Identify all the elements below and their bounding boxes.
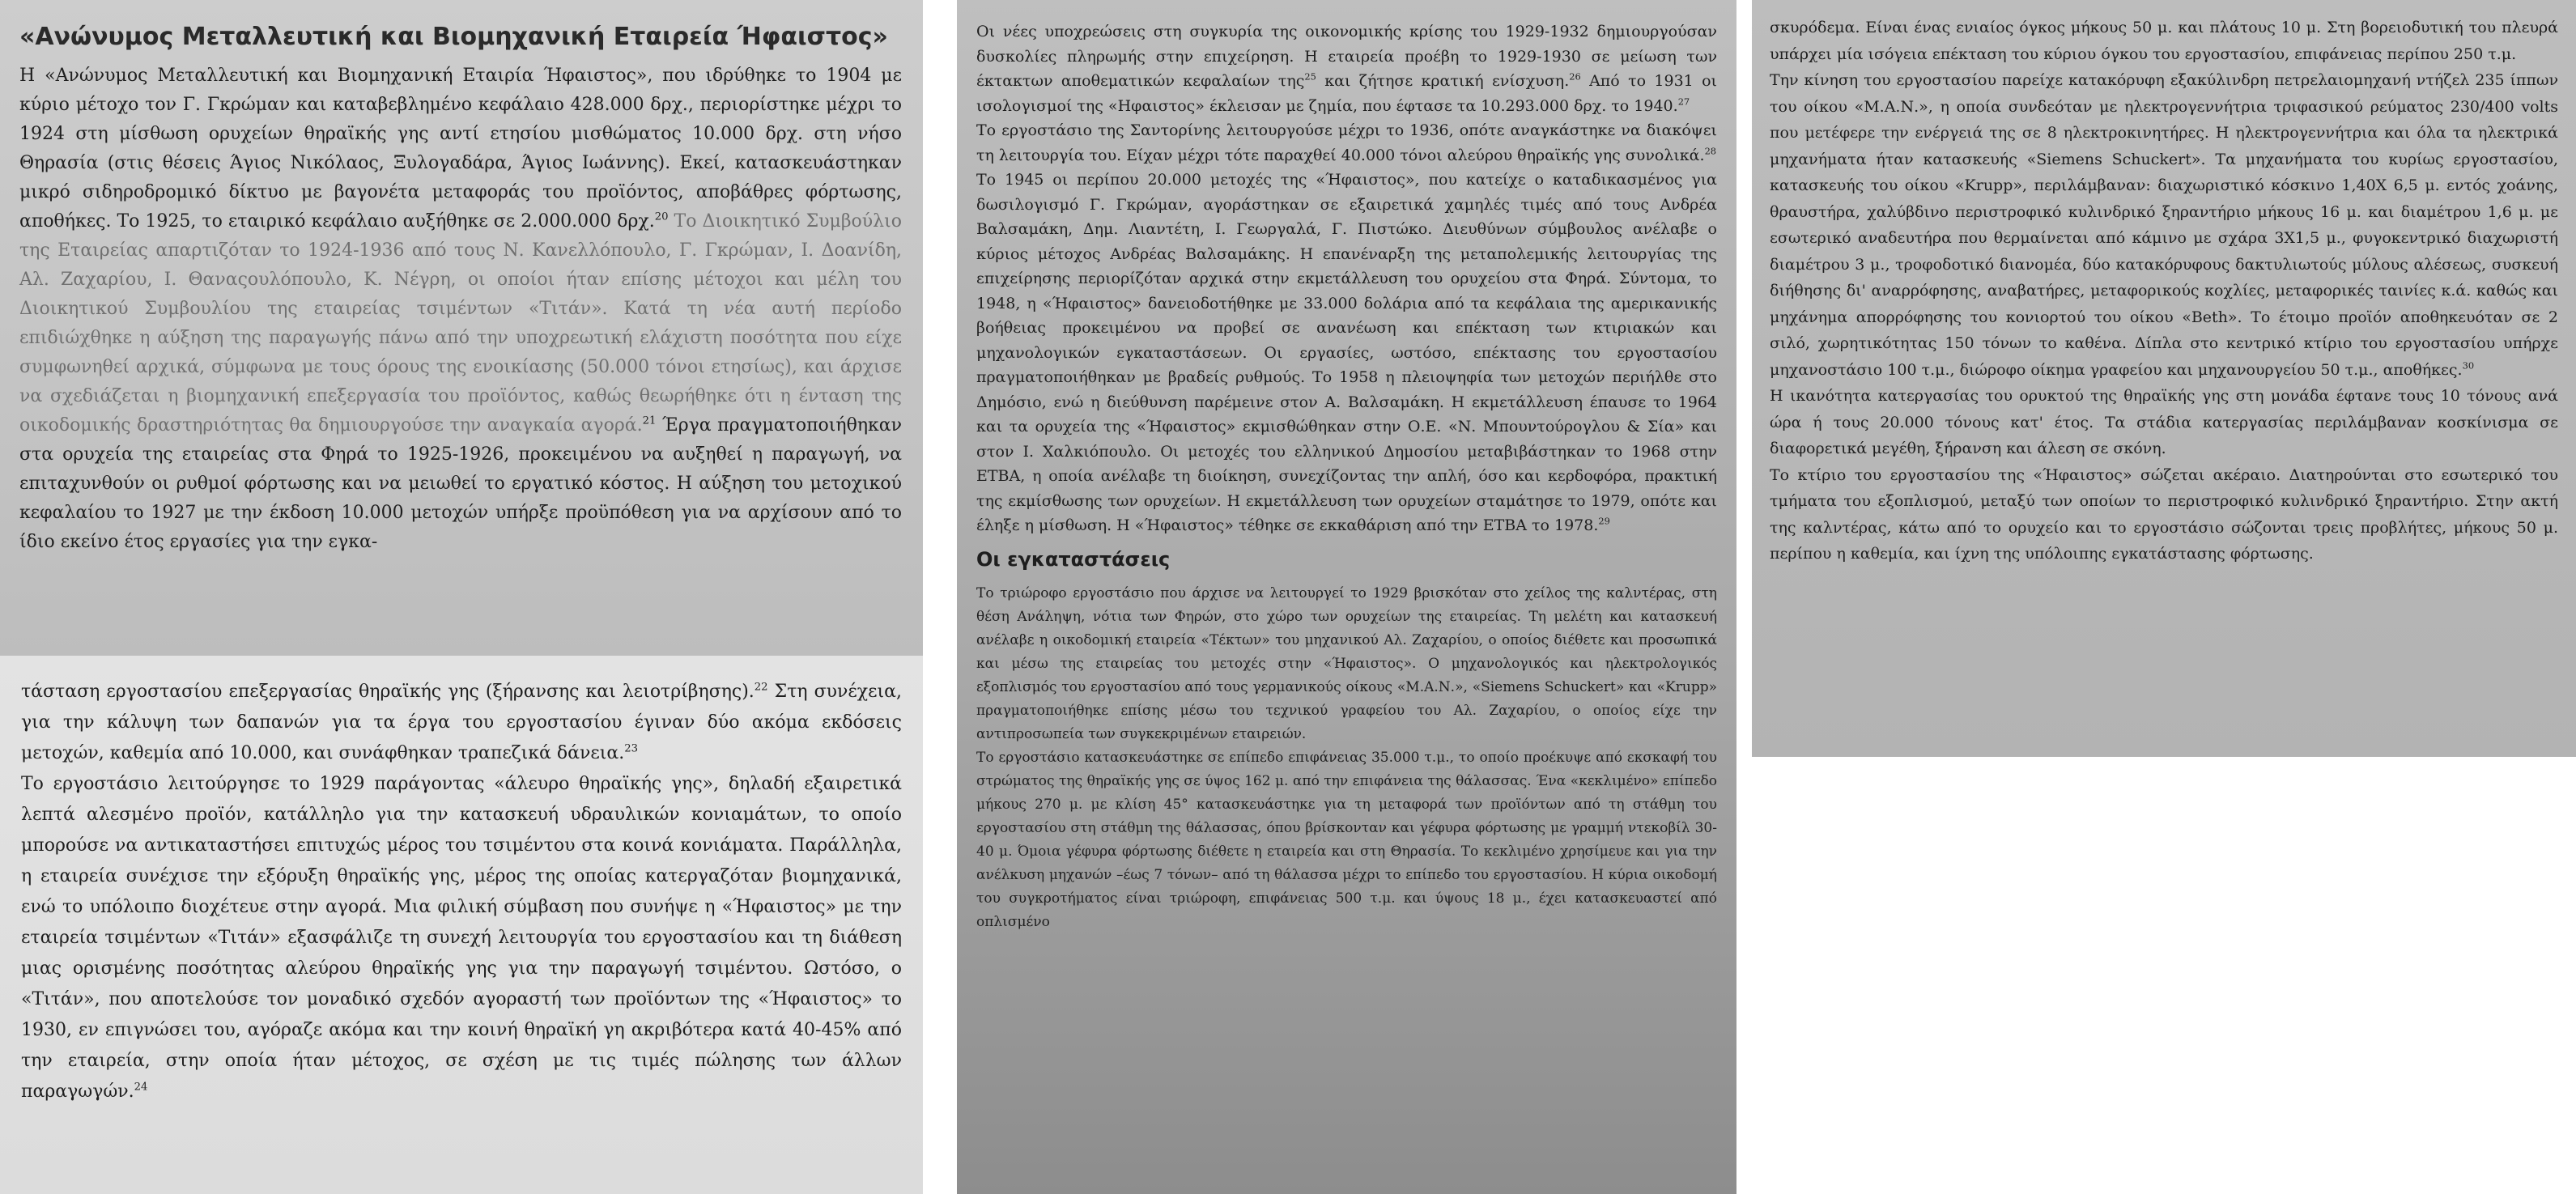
paragraph-text: Το Διοικητικό Συμβούλιο της Εταιρείας απαρτιζόταν το 1924-1936 από τους Ν. Κανελλόπουλο, Γ. Γκρώμαν, Ι. Δοανίδη, Αλ. Ζαχαρίου, Ι. Θαναςουλόπουλο, Κ. Νέγρη, οι οποίοι ήταν επίσης μέτοχοι και μέλη του Διοικητικού Συμβουλίου της εταιρείας τσιμέντων «Τιτάν». Κατά τη νέα αυτή περίοδο επιδιώχθηκε η αύξηση της παραγωγής πάνω από την υποχρεωτική ελάχιστη ποσότητα που είχε συμφωνηθεί αρχικά, σύμφωνα με τους όρους της ενοικίασης (50.000 τόνοι ετησίως), και άρχισε να σχεδιάζεται η βιομηχανική επεξεργασία του προϊόντος, καθώς θεωρήθηκε ότι η ένταση της οικοδομικής δραστηριότητας θα δημιουργούσε την αναγκαία αγορά. [19, 211, 902, 436]
paragraph-text: Στη συνέχεια, για την κάλυψη των δαπανών για τα έργα του εργοστασίου έγιναν δύο ακόμα εκδόσεις μετοχών, καθεμία από 10.000, και συνάφθηκαν τραπεζικά δάνεια. [21, 682, 902, 763]
paragraph-text: Οι νέες υποχρεώσεις στη συγκυρία της οικονομικής κρίσης του 1929-1932 δημιουργούσαν δυσκολίες πληρωμής στην επιχείρηση. Η εταιρεία προέβη το 1929-1930 σε μείωση των έκτακτων αποθεματικών κεφαλαίων της [976, 23, 1717, 90]
footnote-marker: 29 [1598, 515, 1610, 527]
footnote-marker: 26 [1569, 70, 1581, 83]
paragraph-text: Η ικανότητα κατεργασίας του ορυκτού της θηραϊκής γης στη μονάδα έφτανε τους 10 τόνους ανά ώρα ή τους 20.000 τόνους κατ' έτος. Τα στάδια κατεργασίας περιλάμβαναν κοσκίνισμα σε διαφορετικά μεγέθη, ξήρανση και άλεση σε σκόνη. [1770, 387, 2558, 457]
paragraph-text: Η «Ανώνυμος Μεταλλευτική και Βιομηχανική Εταιρία Ήφαιστος», που ιδρύθηκε το 1904 με κύριο μέτοχο τον Γ. Γκρώμαν και καταβεβλημένο κεφάλαιο 428.000 δρχ., περιορίστηκε μέχρι το 1924 στη μίσθωση ορυχείων θηραϊκής γης αντί ετησίου μισθώματος 10.000 δρχ. στη νήσο Θηρασία (στις θέσεις Άγιος Νικόλαος, Ξυλογαδάρα, Άγιος Ιωάννης). Εκεί, κατασκευάστηκαν μικρό σιδηροδρομικό δίκτυο με βαγονέτα μεταφοράς του προϊόντος, αποβάθρες φόρτωσης, αποθήκες. Το 1925, το εταιρικό κεφάλαιο αυξήθηκε σε 2.000.000 δρχ. [19, 66, 902, 232]
paragraph [976, 19, 1717, 118]
footnote-marker: 30 [2462, 359, 2475, 372]
footnote-marker: 20 [654, 210, 669, 223]
paragraph [1770, 67, 2558, 383]
paragraph [976, 118, 1717, 168]
paragraph-text: Το τριώροφο εργοστάσιο που άρχισε να λειτουργεί το 1929 βρισκόταν στο χείλος της καλντέρας, στη θέση Ανάληψη, νότια των Φηρών, στο χώρο των ορυχείων της εταιρείας. Τη μελέτη και κατασκευή ανέλαβε η οικοδομική εταιρεία «Τέκτων» του μηχανικού Αλ. Ζαχαρίου, ο οποίος διέθετε και προσωπικά και μέσω της εταιρείας του μετοχές στην «Ήφαιστος». Ο μηχανολογικός και ηλεκτρολογικός εξοπλισμός του εργοστασίου από τους γερμανικούς οίκους «Μ.Α.Ν.», «Siemens Schuckert» και «Krupp» πραγματοποιήθηκε επίσης μέσω του τεχνικού γραφείου του Αλ. Ζαχαρίου, ο οποίος είχε την αντιπροσωπεία των συγκεκριμένων εταιρειών. [976, 584, 1717, 742]
scan-page-2 [0, 656, 923, 1194]
footnote-marker: 23 [624, 742, 639, 755]
paragraph-text: Από το 1931 οι ισολογισμοί της «Ηφαιστος» έκλεισαν με ζημία, που έφτασε τα 10.293.000 δρχ. το 1940. [976, 72, 1717, 115]
paragraph-text: Το εργοστάσιο λειτούργησε το 1929 παράγοντας «άλευρο θηραϊκής γης», δηλαδή εξαιρετικά λεπτά αλεσμένο προϊόν, κατάλληλο για την κατασκευή υδραυλικών κονιαμάτων, το οποίο μπορούσε να αντικαταστήσει επιτυχώς μέρος του τσιμέντου στα κοινά κονιάματα. Παράλληλα, η εταιρεία συνέχισε την εξόρυξη θηραϊκής γης, μέρος της οποίας κατεργαζόταν βιομηχανικά, ενώ το υπόλοιπο διοχέτευε στην αγορά. Μια φιλική σύμβαση που συνήψε η «Ήφαιστος» με την εταιρεία τσιμέντων «Τιτάν» εξασφάλιζε τη συνεχή λειτουργία του εργοστασίου και τη διάθεση μιας ορισμένης ποσότητας αλεύρου θηραϊκής γης για την παραγωγή τσιμέντου. Ωστόσο, ο «Τιτάν», που αποτελούσε τον μοναδικό σχεδόν αγοραστή των προϊόντων της «Ήφαιστος» το 1930, εν επιγνώσει του, αγόραζε ακόμα και την κοινή θηραϊκή γη ακριβότερα κατά 40-45% από την εταιρεία, στην οποία ήταν μέτοχος, σε σχέση με τις τιμές πώλησης των άλλων παραγωγών. [21, 774, 902, 1102]
scan-page-4 [1752, 0, 2576, 757]
paragraph [976, 582, 1717, 746]
paragraph-text: τάσταση εργοστασίου επεξεργασίας θηραϊκής γης (ξήρανσης και λειοτρίβησης). [21, 682, 755, 702]
paragraph-text: σκυρόδεμα. Είναι ένας ενιαίος όγκος μήκους 50 μ. και πλάτους 10 μ. Στη βορειοδυτική του πλευρά υπάρχει μία ισόγεια επέκταση του κύριου όγκου του εργοστασίου, επιφάνειας περίπου 250 τ.μ. [1770, 19, 2558, 63]
article-title: «Ανώνυμος Μεταλλευτική και Βιομηχανική Εταιρεία Ήφαιστος» [19, 23, 888, 51]
paragraph [976, 168, 1717, 538]
paragraph-text: Την κίνηση του εργοστασίου παρείχε κατακόρυφη εξακύλινδρη πετρελαιομηχανή ντήζελ 235 ίππων του οίκου «Μ.Α.Ν.», η οποία συνδεόταν με ηλεκτρογεννήτρια τριφασικού ρεύματος 230/400 volts που μετέφερε την ενέργειά της σε 8 ηλεκτροκινητήρες. Η ηλεκτρογεννήτρια και όλα τα ηλεκτρικά μηχανήματα ήταν κατασκευής «Siemens Schuckert». Τα μηχανήματα του κυρίως εργοστασίου, κατασκευής του οίκου «Krupp», περιλάμβαναν: διαχωριστικό κόσκινο 1,40Χ 6,5 μ. εντός χοάνης, θραυστήρα, χαλύβδινο περιστροφικό κυλινδρικό ξηραντήριο μήκους 16 μ. και διαμέτρου 1,6 μ. με εσωτερικό αναδευτήρα που θερμαίνεται από κάμινο με σχάρα 3Χ1,5 μ., φυγοκεντρικό διαχωριστή διαμέτρου 3 μ., τροφοδοτικό διανομέα, δύο κατακόρυφους δακτυλιωτούς μύλους αλέσεως, συσκευή διήθησης δι' αναρρόφησης, αναβατήρες, μεταφορικούς κοχλίες, μεταφορικές ταινίες κ.ά. καθώς και μηχάνημα απορρόφησης του κονιορτού του οίκου «Beth». Το έτοιμο προϊόν αποθηκευόταν σε 2 σιλό, χωρητικότητας 150 τόνων το καθένα. Δίπλα στο κεντρικό κτίριο του εργοστασίου υπήρχε μηχανοστάσιο 100 τ.μ., διώροφο οίκημα γραφείου και μηχανουργείου 50 τ.μ., αποθήκες. [1770, 71, 2558, 379]
scan-page-3 [957, 0, 1736, 1194]
paragraph [21, 677, 902, 769]
paragraph [1770, 383, 2558, 462]
paragraph-text: Το εργοστάσιο κατασκευάστηκε σε επίπεδο επιφάνειας 35.000 τ.μ., το οποίο προέκυψε από εκσκαφή του στρώματος της θηραϊκής γης σε ύψος 162 μ. από την επιφάνεια της θάλασσας. Ένα «κεκλιμένο» επίπεδο μήκους 270 μ. με κλίση 45° κατασκευάστηκε για τη μεταφορά των προϊόντων από τη στάθμη του εργοστασίου στη στάθμη της θάλασσας, όπου βρίσκονταν και γέφυρα φόρτωσης με γραμμή ντεκοβίλ 30-40 μ. Όμοια γέφυρα φόρτωσης διέθετε η εταιρεία και στη Θηρασία. Το κεκλιμένο χρησίμευε και για την ανέλκυση μηχανών –έως 7 τόνων– από τη θάλασσα μέχρι το επίπεδο του εργοστασίου. Η κύρια οικοδομή του συγκροτήματος είναι τριώροφη, επιφάνειας 500 τ.μ. και ύψους 18 μ., έχει κατασκευαστεί από οπλισμένο [976, 749, 1717, 930]
scan-page-1 [0, 0, 923, 656]
paragraph-text: Το 1945 οι περίπου 20.000 μετοχές της «Ήφαιστος», που κατείχε ο καταδικασμένος για δωσιλογισμό Γ. Γκρώμαν, αγοράστηκαν σε εξαιρετικά χαμηλές τιμές από τους Ανδρέα Βαλσαμάκη, Δημ. Λιαντέτη, Ι. Γεωργαλά, Γ. Πιστώκο. Διευθύνων σύμβουλος ανέλαβε ο κύριος μέτοχος Ανδρέας Βαλσαμάκης. Η επανέναρξη της μεταπολεμικής λειτουργίας της επιχείρησης περιορίζόταν αρχικά στην εκμετάλλευση του ορυχείου στα Φηρά. Σύντομα, το 1948, η «Ήφαιστος» δανειοδοτήθηκε με 33.000 δολάρια από τα κεφάλαια της αμερικανικής βοήθειας προκειμένου να προβεί σε ανανέωση και επέκταση των κτιριακών και μηχανολογικών εγκαταστάσεων. Οι εργασίες, ωστόσο, επέκτασης του εργοστασίου πραγματοποιήθηκαν με βραδείς ρυθμούς. Το 1958 η πλειοψηφία των μετοχών περιήλθε στο Δημόσιο, ενώ η διεύθυνση παρέμεινε στον Α. Βαλσαμάκη. Η εκμετάλλευση έπαυσε το 1964 και τα ορυχεία της «Ήφαιστος» εκμισθώθηκαν στην Ο.Ε. «Ν. Μπουντούρογλου & Σία» και στον Ι. Χαλκιόπουλο. Οι μετοχές του ελληνικού Δημοσίου μεταβιβάστηκαν το 1968 στην ΕΤΒΑ, η οποία ανέλαβε τη διοίκηση, συνεχίζοντας την απλή, όσο και κερδοφόρα, πρακτική της εκμίσθωσης των ορυχείων. Η εκμετάλλευση των ορυχείων σταμάτησε το 1979, οπότε και έληξε η μίσθωση. Η «Ήφαιστος» τέθηκε σε εκκαθάριση από την ΕΤΒΑ το 1978. [976, 171, 1717, 534]
footnote-marker: 21 [642, 414, 657, 427]
footnote-marker: 22 [754, 681, 768, 694]
paragraph [1770, 15, 2558, 67]
paragraph [19, 62, 902, 557]
paragraph [21, 769, 902, 1107]
footnote-marker: 24 [134, 1081, 148, 1094]
paragraph-text: και ζήτησε κρατική ενίσχυση. [1316, 72, 1570, 90]
paragraph [976, 746, 1717, 934]
footnote-marker: 28 [1704, 145, 1717, 157]
paragraph-text: Έργα πραγματοποιήθηκαν στα ορυχεία της εταιρείας στα Φηρά το 1925-1926, προκειμένου να αυξηθεί η παραγωγή, να επιταχυνθούν οι ρυθμοί φόρτωσης και να μειωθεί το εργατικό κόστος. Η αύξηση του μετοχικού κεφαλαίου το 1927 με την έκδοση 10.000 μετοχών υπήρξε προϋπόθεση για να αρχίσουν από το ίδιο εκείνο έτος εργασίες για την εγκα- [19, 415, 902, 552]
paragraph-text: Το εργοστάσιο της Σαντορίνης λειτουργούσε μέχρι το 1936, οπότε αναγκάστηκε να διακόψει τη λειτουργία του. Είχαν μέχρι τότε παραχθεί 40.000 τόνοι αλεύρου θηραϊκής γης συνολικά. [976, 121, 1717, 164]
paragraph [1770, 462, 2558, 567]
section-heading: Οι εγκαταστάσεις [976, 547, 1171, 571]
footnote-marker: 27 [1677, 96, 1690, 108]
paragraph-text: Το κτίριο του εργοστασίου της «Ήφαιστος» σώζεται ακέραιο. Διατηρούνται στο εσωτερικό του τμήματα του εξοπλισμού, μεταξύ των οποίων το περιστροφικό κυλινδρικό ξηραντήριο. Στην ακτή της καλντέρας, κάτω από το ορυχείο και το εργοστάσιο σώζονται τρεις προβλήτες, μήκους 50 μ. περίπου η καθεμία, και ίχνη της υπόλοιπης εγκατάστασης φόρτωσης. [1770, 465, 2558, 563]
footnote-marker: 25 [1304, 70, 1316, 83]
